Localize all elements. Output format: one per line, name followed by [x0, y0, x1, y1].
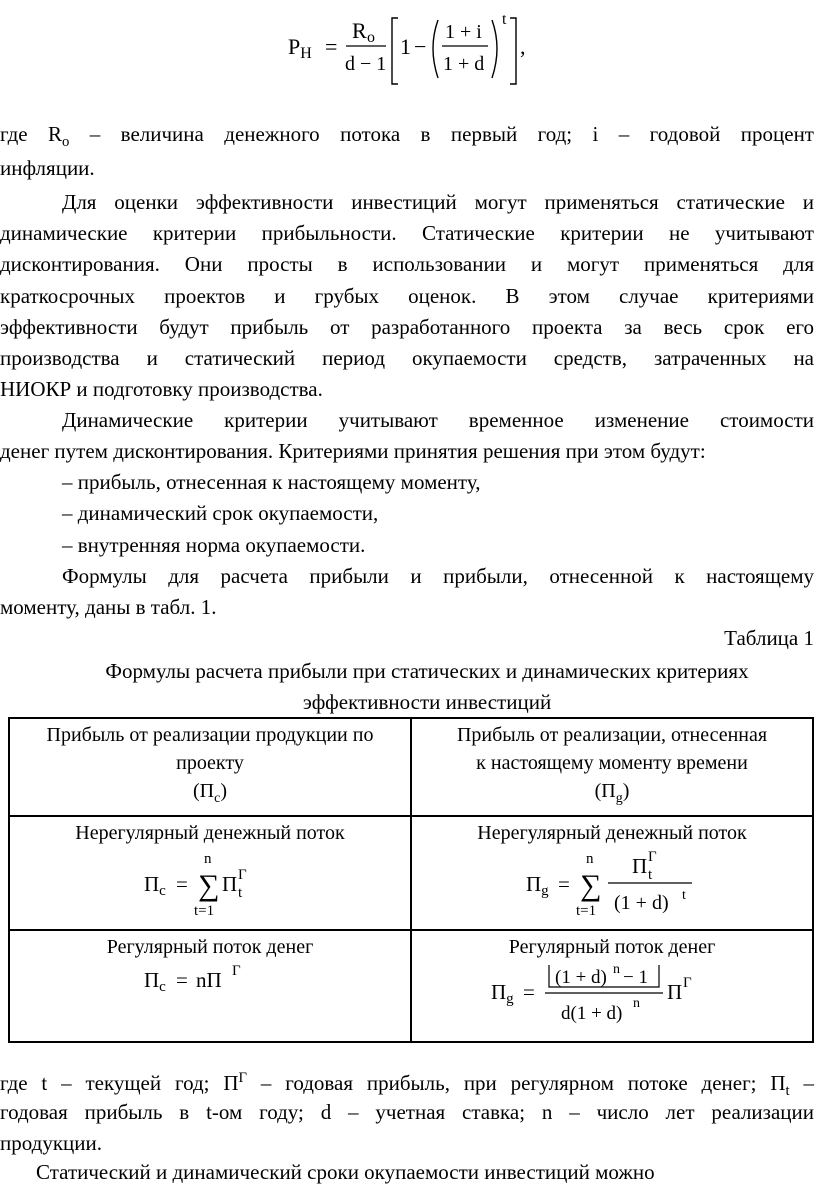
para5-line3: продукции.	[0, 1131, 102, 1155]
svg-text:,: ,	[520, 34, 526, 59]
table-cell: Регулярный поток денег Пс = nП Г	[9, 930, 411, 1042]
svg-text:Г: Г	[238, 867, 247, 883]
svg-text:−: −	[414, 34, 427, 59]
svg-text:1 + i: 1 + i	[445, 21, 482, 43]
formula-pg-regular	[487, 961, 737, 1031]
svg-text:t: t	[648, 867, 653, 883]
bullet-item: – динамический срок окупаемости,	[62, 501, 379, 525]
svg-text:1 + d: 1 + d	[443, 53, 485, 75]
svg-text:t=1: t=1	[194, 903, 215, 919]
para1-line1: где $R_o$ – величина денежного потока в первый год; i – годовой процент	[0, 122, 814, 151]
table-cell: Нерегулярный денежный поток Пg = n ∑ t=1 П Г t (1 + d) t	[411, 816, 813, 930]
table-cell: Регулярный поток денег Пg = (1 + d) n − 1 d(1 + d) n П Г	[411, 930, 813, 1042]
para2-line: динамические критерии прибыльности. Статические критерии не учитывают	[0, 221, 814, 245]
para5-line1: где t – текущей год; $П^Г$ – годовая прибыль, при регулярном потоке денег; $П_t$ –	[0, 1070, 814, 1100]
svg-text:=: =	[558, 872, 570, 896]
svg-text:t=1: t=1	[576, 903, 597, 919]
formula-pc-irregular	[140, 847, 280, 919]
svg-text:nП: nП	[196, 968, 222, 992]
svg-text:o: o	[367, 29, 375, 46]
para3-line: Динамические критерии учитывают временное изменение стоимости	[62, 408, 814, 432]
para2-line: НИОКР и подготовку производства.	[0, 377, 323, 401]
svg-text:t: t	[238, 885, 243, 901]
svg-text:=: =	[523, 980, 535, 1004]
svg-text:d − 1: d − 1	[345, 53, 387, 75]
svg-text:Г: Г	[648, 849, 657, 865]
bullet-item: – прибыль, отнесенная к настоящему моменту,	[62, 470, 481, 494]
formula-pc-regular	[140, 961, 280, 1001]
para2-line: эффективности будут прибыль от разработанного проекта за весь срок его	[0, 315, 814, 339]
svg-text:t: t	[502, 11, 507, 28]
para2-line: дисконтирования. Они просты в использовании и могут применяться для	[0, 252, 814, 276]
para1-line2: инфляции.	[0, 156, 95, 180]
svg-text:R: R	[352, 18, 367, 43]
svg-text:=: =	[325, 34, 338, 59]
para3-line: денег путем дисконтирования. Критериями принятия решения при этом будут:	[0, 439, 706, 463]
svg-text:d(1 + d): d(1 + d)	[561, 1003, 623, 1024]
table-caption: Формулы расчета прибыли при статических и динамических критериях	[105, 659, 749, 683]
svg-text:Пg: Пg	[526, 872, 549, 899]
table-header-cell: Прибыль от реализации продукции по проекту $(П_с)$	[9, 718, 411, 816]
para2-line: производства и статический период окупаемости средств, затраченных на	[0, 346, 814, 370]
para4-line: Формулы для расчета прибыли и прибыли, отнесенной к настоящему	[62, 564, 814, 588]
table-cell: Нерегулярный денежный поток Пс = n ∑ t=1 П Г t	[9, 816, 411, 930]
svg-text:П: П	[632, 854, 648, 878]
svg-text:n: n	[613, 962, 620, 977]
svg-text:Г: Г	[232, 963, 241, 979]
svg-text:− 1: − 1	[623, 967, 648, 988]
svg-text:(1 + d): (1 + d)	[614, 892, 669, 914]
svg-text:П: П	[222, 872, 238, 896]
svg-text:∑: ∑	[198, 869, 220, 902]
svg-text:П: П	[667, 980, 683, 1004]
svg-text:n: n	[586, 851, 594, 867]
table-label: Таблица 1	[724, 626, 814, 650]
svg-text:=: =	[176, 872, 188, 896]
formula-ph	[280, 4, 540, 96]
para2-line: Для оценки эффективности инвестиций могут применяться статические и	[62, 190, 814, 214]
svg-text:Г: Г	[683, 975, 692, 991]
svg-text:Пс: Пс	[144, 872, 166, 899]
svg-text:1: 1	[400, 34, 411, 59]
table-caption: эффективности инвестиций	[302, 690, 552, 714]
svg-text:n: n	[204, 851, 212, 867]
para6-line: Статический и динамический сроки окупаемости инвестиций можно	[36, 1160, 655, 1184]
para5-line2: годовая прибыль в t-ом году; d – учетная ставка; n – число лет реализации	[0, 1100, 814, 1124]
svg-text:PH: PH	[288, 34, 312, 62]
para4-line: моменту, даны в табл. 1.	[0, 595, 217, 619]
svg-text:∑: ∑	[580, 869, 602, 902]
svg-text:=: =	[176, 968, 188, 992]
bullet-item: – внутренняя норма окупаемости.	[62, 533, 366, 557]
svg-text:Пс: Пс	[144, 968, 166, 995]
para2-line: краткосрочных проектов и грубых оценок. В этом случае критериями	[0, 284, 814, 308]
svg-text:t: t	[682, 888, 686, 903]
svg-text:n: n	[633, 996, 640, 1011]
formula-pg-irregular	[522, 847, 702, 919]
table-header-cell: Прибыль от реализации, отнесенная к настоящему моменту времени $(П_g)$	[411, 718, 813, 816]
svg-text:(1 + d): (1 + d)	[555, 967, 607, 988]
svg-text:Пg: Пg	[491, 980, 514, 1007]
profit-formulas-table	[8, 717, 814, 1043]
